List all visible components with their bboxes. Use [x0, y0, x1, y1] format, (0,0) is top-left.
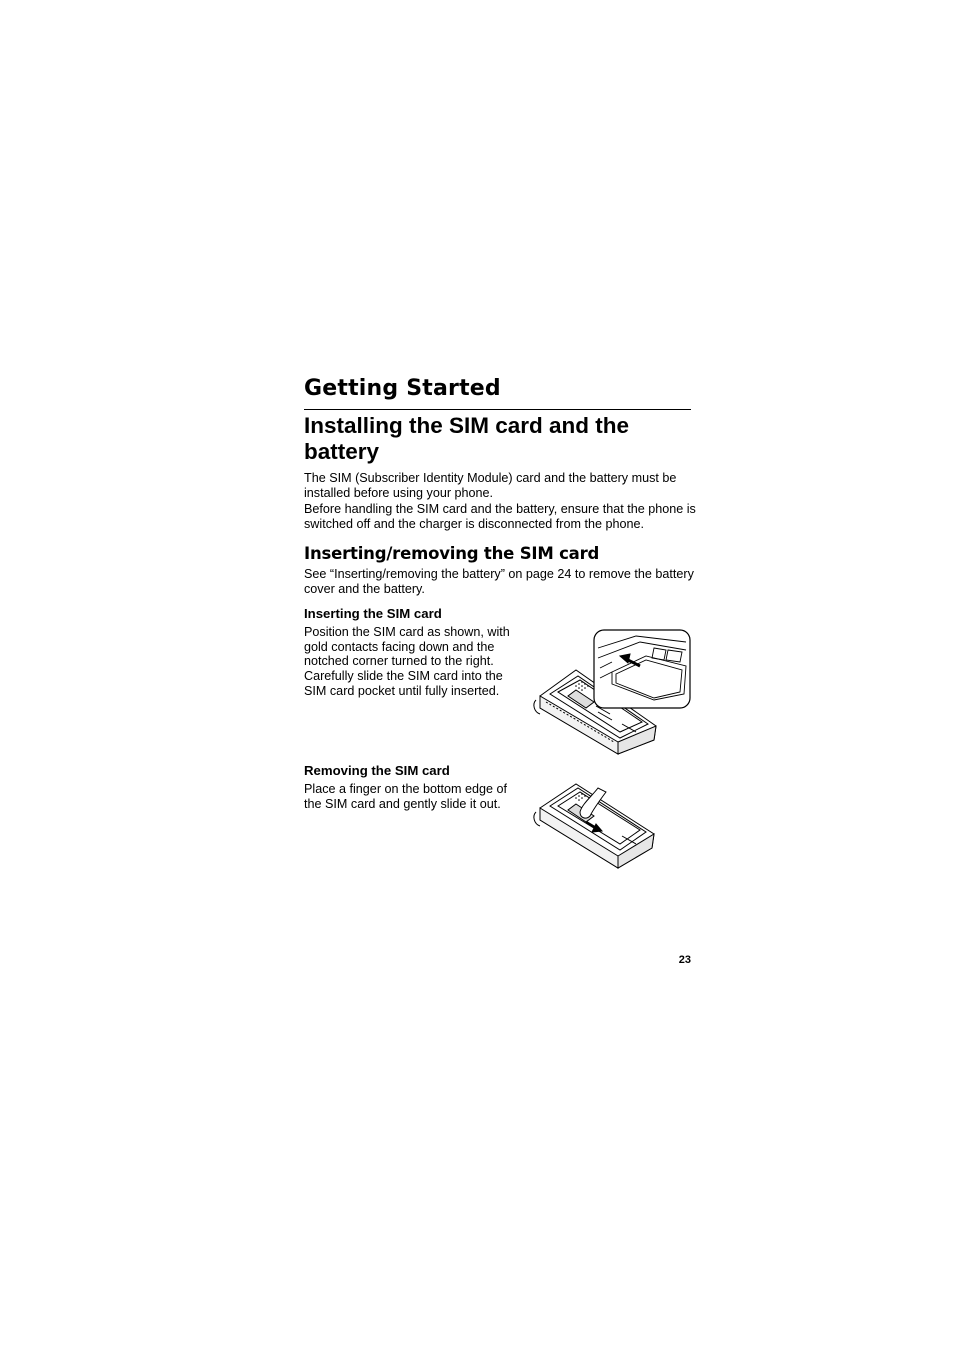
phone-remove-sim-illustration	[536, 782, 658, 874]
section-title: Installing the SIM card and the battery	[304, 413, 630, 464]
chapter-title: Getting Started	[304, 376, 501, 401]
subsection-intro: See “Inserting/removing the battery” on page 24 to remove the battery cover and the battery.	[304, 567, 694, 596]
phone-insert-sim-illustration	[536, 628, 696, 758]
subsection-title: Inserting/removing the SIM card	[304, 544, 600, 563]
step-text-remove: Place a finger on the bottom edge of the SIM card and gently slide it out.	[304, 782, 508, 811]
page-number: 23	[678, 954, 691, 966]
chapter-divider	[304, 409, 691, 410]
step-title-remove: Removing the SIM card	[304, 763, 450, 778]
intro-paragraph-1: The SIM (Subscriber Identity Module) card and the battery must be installed before using your phone.	[304, 471, 677, 500]
intro-paragraph-2: Before handling the SIM card and the battery, ensure that the phone is switched off and the charger is disconnected from the phone.	[304, 502, 696, 531]
step-text-insert: Position the SIM card as shown, with gold contacts facing down and the notched corner turned to the right. Carefully slide the SIM card into the SIM card pocket until fully inserted.	[304, 625, 510, 698]
step-title-insert: Inserting the SIM card	[304, 606, 442, 621]
